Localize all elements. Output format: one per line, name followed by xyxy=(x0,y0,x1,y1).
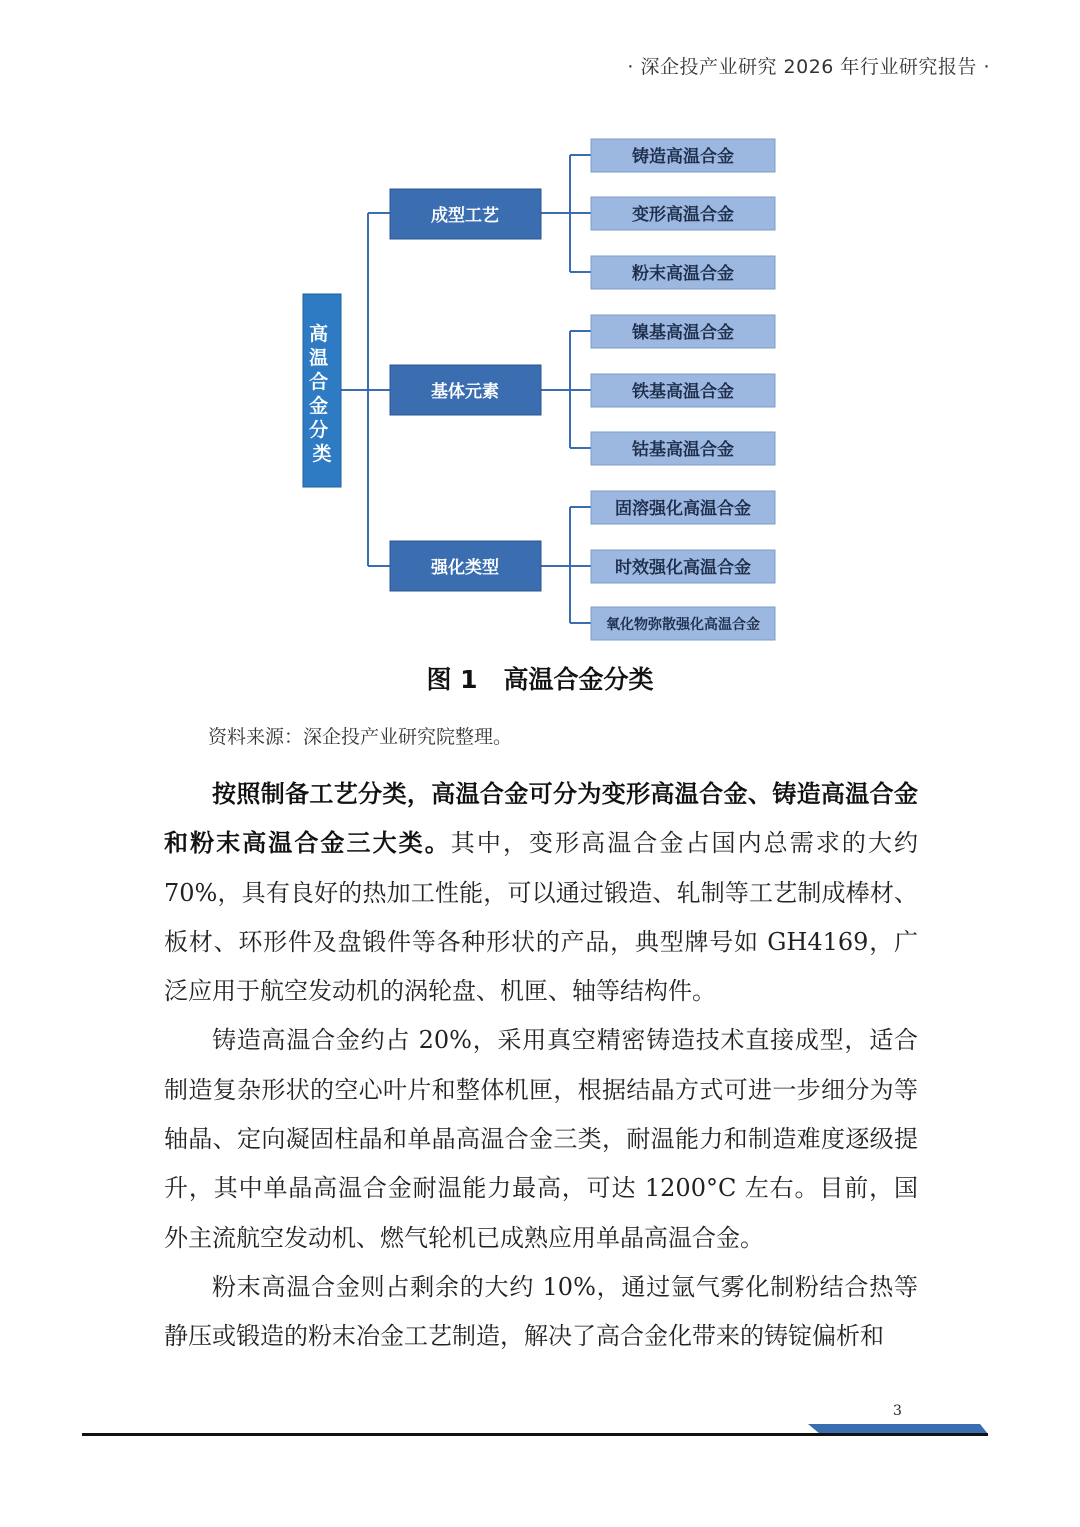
footer-line xyxy=(82,1433,988,1436)
paragraph-text: 粉末高温合金则占剩余的大约 10%，通过氩气雾化制粉结合热等静压或锻造的粉末冶金工艺制造，解决了高合金化带来的铸锭偏析和 xyxy=(164,1272,918,1351)
paragraph-bold-lead: 按照制备工艺分类，高温合金可分为变形高温合金、铸造高温合金和粉末高温合金三大类。 xyxy=(164,780,918,858)
leaf-label: 粉末高温合金 xyxy=(632,264,734,284)
leaf-label: 铸造高温合金 xyxy=(632,147,734,167)
leaf-label: 铁基高温合金 xyxy=(632,382,734,402)
leaf-label: 时效强化高温合金 xyxy=(615,558,751,578)
page-number: 3 xyxy=(893,1403,902,1419)
diagram-root-char: 温 xyxy=(309,347,329,369)
diagram-root-char: 金 xyxy=(309,395,329,417)
diagram-root-char: 合 xyxy=(309,371,329,393)
paragraph-text: 铸造高温合金约占 20%，采用真空精密铸造技术直接成型，适合制造复杂形状的空心叶片和整体机匣，根据结晶方式可进一步细分为等轴晶、定向凝固柱晶和单晶高温合金三类，耐温能力和制造难度逐级提升，其中单晶高温合金耐温能力最高，可达 1200°C 左右。目前，国外主流航空发动机、燃气轮机已成熟应用单晶高温合金。 xyxy=(164,1026,918,1252)
page-header: · 深企投产业研究 2026 年行业研究报告 · xyxy=(627,56,990,78)
figure-number: 图 1 xyxy=(426,665,478,694)
source-note: 资料来源：深企投产业研究院整理。 xyxy=(208,726,513,748)
diagram-root-char: 高 xyxy=(309,323,329,345)
paragraph-text: 其中，变形高温合金占国内总需求的大约70%，具有良好的热加工性能，可以通过锻造、轧制等工艺制成棒材、板材、环形件及盘锻件等各种形状的产品，典型牌号如 GH4169，广泛应用于航空发动机的涡轮盘、机匣、轴等结构件。 xyxy=(164,829,919,1006)
leaf-label: 镍基高温合金 xyxy=(632,323,734,343)
leaf-label: 氧化物弥散强化高温合金 xyxy=(606,617,760,633)
leaf-label: 固溶强化高温合金 xyxy=(615,499,751,519)
footer-accent xyxy=(808,1424,988,1434)
diagram-root-char: 分 xyxy=(309,419,329,441)
leaf-label: 变形高温合金 xyxy=(632,205,734,225)
figure-title: 高温合金分类 xyxy=(503,665,654,694)
leaf-label: 钴基高温合金 xyxy=(632,440,734,460)
category-label: 成型工艺 xyxy=(431,206,499,226)
category-label: 强化类型 xyxy=(431,558,499,578)
diagram-root-char: 类 xyxy=(312,443,332,465)
category-label: 基体元素 xyxy=(431,382,499,402)
